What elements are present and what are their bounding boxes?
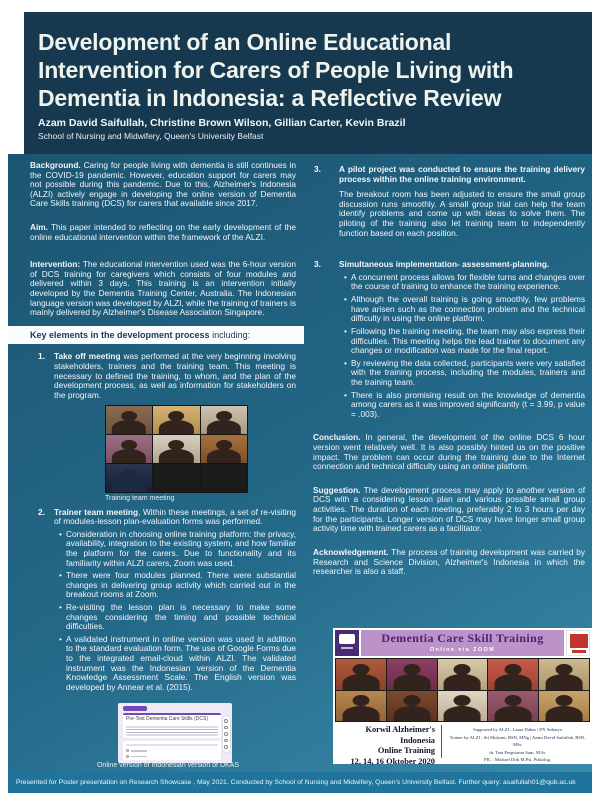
- alzi-logo: [335, 630, 359, 656]
- participant-video-tile: [387, 691, 437, 722]
- form-question-line: [126, 743, 218, 747]
- bullet-item: • A concurrent process allows for flexible turns and changes over the course of training to enhance the training experience.: [339, 273, 585, 292]
- add-text-icon: [224, 732, 228, 736]
- item3a-heading: [339, 165, 585, 184]
- flyer-credits: [442, 725, 589, 763]
- item-text: [339, 165, 585, 238]
- bullet-item: • Following the training meeting, the team may also express their difficulties. This meeting helps the lead trainer to document any changes or modification was made for the final report.: [339, 327, 585, 356]
- key-elements-rest: including:: [209, 329, 251, 340]
- dcs-training-flyer: [333, 628, 592, 764]
- bullet-item: • Consideration in choosing online training platform: the privacy, availability, integration to the existing system, and how familiar the platform for the carers. Due to functionality and its familiarity within ALZI carers, Zoom was used.: [54, 530, 296, 568]
- flyer-org-line: Online Training: [377, 746, 435, 755]
- item-number: 3.: [314, 259, 321, 270]
- poster-footer: Presented for Poster presentation on Research Showcase , May 2021. Conducted by School of Nursing and Midwifery, Queen's University Belfast. Further query: asaifullah01@qub.ac.uk: [8, 772, 592, 793]
- participant-video-tile: [438, 659, 488, 690]
- flyer-credit-line: Trainer by ALZI : Sri Mulyani, BSN, MNg | Azam David Saifullah, BSN, MSc: [449, 734, 586, 748]
- form-description-lines: [126, 725, 218, 736]
- participant-video-tile: [438, 691, 488, 722]
- meeting-photo-caption: Training team meeting: [105, 495, 175, 503]
- form-title: Pre-Test Dementia Care Skills (DCS): [126, 716, 208, 722]
- flyer-organizer: [336, 725, 442, 766]
- participant-video-tile: [106, 435, 152, 463]
- google-form-screenshot: [118, 703, 232, 763]
- participant-video-tile: [153, 435, 199, 463]
- key-elements-band: [8, 326, 304, 344]
- item1-bold: Take off meeting: [54, 351, 121, 362]
- item-number: 3.: [314, 164, 321, 174]
- poster-title: Development of an Online Educational Intervention for Carers of People Living with Dementia in Indonesia: a Reflective Review: [38, 29, 514, 112]
- participant-video-tile: [539, 659, 589, 690]
- suggestion-paragraph: [313, 486, 585, 534]
- participant-video-tile: [201, 435, 247, 463]
- flyer-title-band: [361, 630, 564, 656]
- item2-text: , Within these meetings, a set of re-visiting of modules-lesson plan-evaluation forms was performed.: [54, 506, 296, 527]
- flyer-credit-line: Supported by ALZI : Laura Dahas | DY Suharya: [473, 727, 562, 732]
- item3a-text: The breakout room has been adjusted to ensure the small group discussion runs smoothly. A small group trial can help the team identify problems and come up with ideas to solve them. The piloting of the training also let training team to independently function based on each position.: [339, 189, 585, 238]
- conclusion-text: In general, the development of the online DCS 6 hour version went relatively well. It is also possibly hinted us on the positive impact. The problem can occur during the training due to the Internet connection and technical difficulty using an online platform.: [313, 432, 585, 472]
- item-text: [54, 352, 296, 400]
- participant-video-tile: [153, 406, 199, 434]
- item3a-bold: A pilot project was conducted to ensure the training delivery process within the online training environment.: [339, 164, 585, 184]
- flyer-org-line: Korwil Alzheimer's Indonesia: [365, 725, 435, 745]
- bullet-item: • Although the overall training is going smoothly, few problems have arisen such as the connection problem and the technical difficulty in using the online platform.: [339, 295, 585, 324]
- list-item-trainer-team-meeting: [30, 508, 296, 693]
- background-text: Caring for people living with dementia is still continues in the COVID-19 pandemic. However, education support for carers may not possible during this pandemic. Due to this, Alzheimer's Indonesia (ALZI) actively engage in developing the online version of Dementia Care Skills training (DCS) for carers that available since 2017.: [30, 160, 296, 209]
- import-questions-icon: [224, 726, 228, 730]
- form-screenshot-caption: Online version of Indonesian version of DKAS: [96, 762, 240, 769]
- flyer-org-line: 12, 14, 16 Oktober 2020: [350, 756, 435, 766]
- poster-body: [8, 154, 592, 772]
- participant-video-tile: [106, 464, 152, 492]
- empty-video-slot: [153, 464, 199, 492]
- conclusion-label: Conclusion.: [313, 432, 361, 443]
- item3b-bold: Simultaneous implementation- assessment-planning.: [339, 259, 550, 270]
- radio-icon: [126, 755, 129, 758]
- aim-paragraph: [30, 223, 296, 242]
- list-item-pilot-project: [313, 165, 585, 238]
- participant-video-tile: [539, 691, 589, 722]
- item-text: [339, 260, 585, 419]
- forms-toolbar: [223, 716, 230, 752]
- bullet-item: • There were four modules planned. There were substantial changes in delivering group activity which carried out in the breakout rooms at Zoom.: [54, 571, 296, 600]
- flyer-header: [333, 628, 592, 658]
- form-question-card: [123, 741, 221, 760]
- add-image-icon: [224, 739, 228, 743]
- flyer-subtitle: Online via ZOOM: [429, 646, 496, 653]
- participant-video-tile: [488, 691, 538, 722]
- intervention-text: The educational intervention used was the 6-hour version of DCS training for caregivers which consists of four modules and delivered within 3 days. This training is an intervention initially developed by the Dementia Training Center, Australia. The Indonesian language version was developed by ALZI, while the training of trainers is mainly delivered by Alzheimer's Disease Association Singapore.: [30, 259, 296, 318]
- item-number: 2.: [38, 506, 45, 517]
- bullet-item: • Re-visiting the lesson plan is necessary to make some changes considering the timing and possible technical difficulties.: [54, 603, 296, 632]
- training-team-meeting-photo: [105, 405, 248, 493]
- add-section-icon: [224, 745, 228, 749]
- flyer-participant-grid: [335, 658, 590, 722]
- radio-option-label: [131, 750, 147, 752]
- title-banner: [24, 12, 592, 154]
- flyer-footer: [333, 722, 592, 766]
- list-item-take-off-meeting: [30, 352, 296, 400]
- radio-icon: [126, 749, 129, 752]
- participant-video-tile: [336, 691, 386, 722]
- conclusion-paragraph: [313, 433, 585, 471]
- aim-label: Aim.: [30, 222, 48, 233]
- poster-authors: Azam David Saifullah, Christine Brown Wilson, Gillian Carter, Kevin Brazil: [38, 117, 406, 130]
- background-paragraph: [30, 161, 296, 209]
- right-column: [313, 161, 585, 577]
- radio-option-label: [131, 756, 147, 758]
- intervention-paragraph: [30, 260, 296, 318]
- form-radio-option: [126, 755, 218, 758]
- item1-text: was performed at the very beginning involving stakeholders, trainers and the training team. This meeting is necessary to defined the training, to whom, and the plan of the development process, as well as information for stakeholders on the program.: [54, 351, 297, 400]
- bullet-item: • A validated instrument in online version was used in addition to the standard evaluation form. The use of Google Forms due to the integrated email-cloud within ALZI. The validated instrument was the Indonesian version of the Dementia Knowledge Assessment Scale. The English version was developed by Annear et al. (2015).: [54, 635, 296, 693]
- background-label: Background.: [30, 160, 81, 170]
- item-number: 1.: [38, 351, 45, 362]
- participant-video-tile: [488, 659, 538, 690]
- flyer-title: Dementia Care Skill Training: [381, 631, 544, 645]
- bullet-item: • There is also promising result on the knowledge of dementia among carers as it was improved significantly (t = 3.99, p value = .003).: [339, 391, 585, 420]
- left-column: [30, 161, 296, 692]
- empty-video-slot: [201, 464, 247, 492]
- poster-affiliation: School of Nursing and Midwifery, Queen's University Belfast: [38, 131, 264, 142]
- participant-video-tile: [336, 659, 386, 690]
- flyer-credit-line: dr. Tara Puspitarini Sani, M.Sc: [489, 749, 546, 755]
- adi-logo: [566, 630, 590, 656]
- acknowledgement-paragraph: [313, 548, 585, 577]
- form-radio-option: [126, 749, 218, 752]
- suggestion-label: Suggestion.: [313, 484, 361, 495]
- form-section-chip: [123, 706, 147, 711]
- item2-bold: Trainer team meeting: [54, 506, 139, 517]
- form-title-card: [123, 713, 221, 738]
- bullet-item: • By reviewing the data collected, participants were very satisfied with the training process, including the modules, trainers and the training team.: [339, 359, 585, 388]
- participant-video-tile: [106, 406, 152, 434]
- acknowledgement-label: Acknowledgement.: [313, 546, 389, 557]
- aim-text: This paper intended to reflecting on the early development of the online educational intervention within the framework of the ALZI.: [30, 222, 296, 242]
- item3b-heading: [339, 260, 585, 270]
- flyer-credit-line: PIC : Michael Dirk M.Psi, Psikolog.: [484, 757, 551, 763]
- participant-video-tile: [201, 406, 247, 434]
- acknowledgement-text: The process of training development was carried by Research and Science Division, Alzheimer's Indonesia in which the researcher is also a staff.: [313, 546, 585, 577]
- key-elements-bold: Key elements in the development process: [30, 329, 210, 340]
- item2-intro: [54, 508, 296, 527]
- intervention-label: Intervention:: [30, 259, 81, 270]
- participant-video-tile: [387, 659, 437, 690]
- suggestion-text: The development process may apply to another version of DCS with a considering lesson plan and various possible small group activities. The duration of each meeting, preferably 2 to 3 hours per day for the participants. Longer version of DCS may have longer small group activity time with trained carers as a facilitator.: [313, 484, 585, 534]
- add-question-icon: [224, 719, 228, 723]
- list-item-simultaneous: [313, 260, 585, 419]
- item-text: [54, 508, 296, 693]
